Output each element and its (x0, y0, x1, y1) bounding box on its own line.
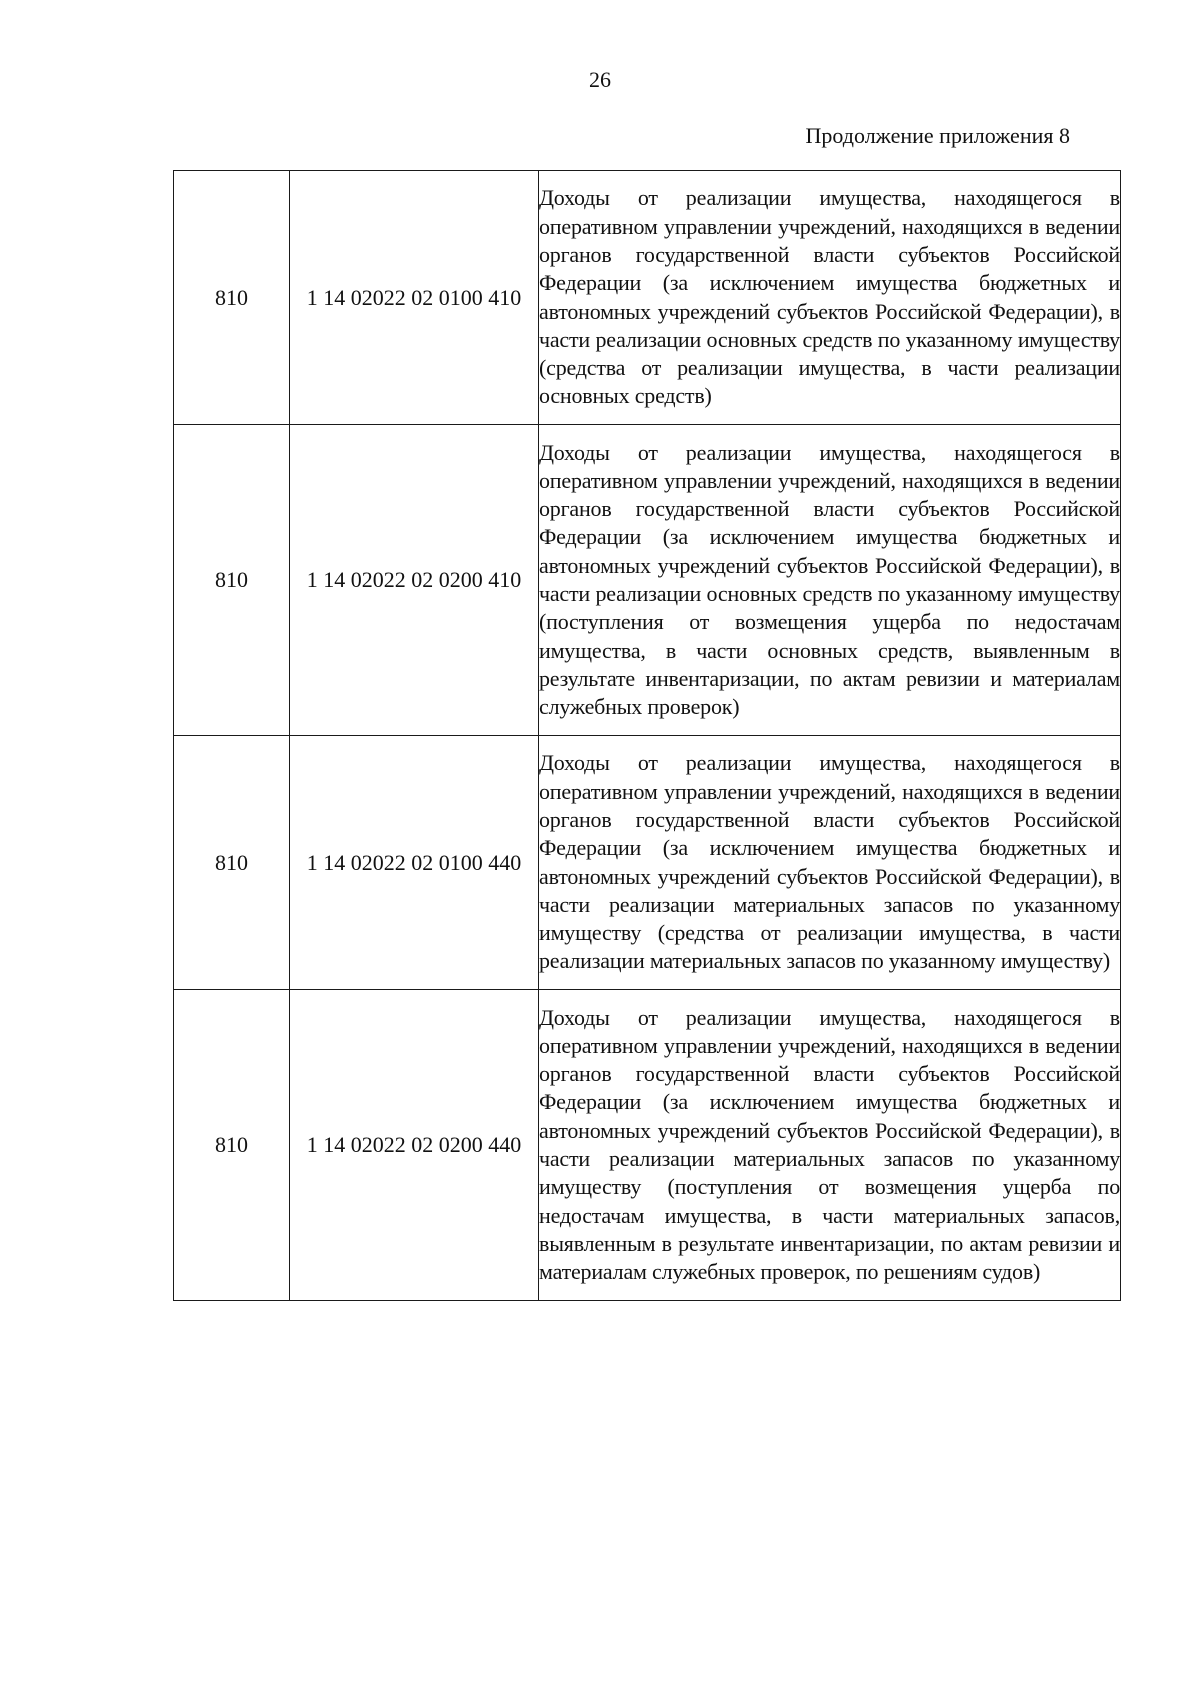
description-cell: Доходы от реализации имущества, находящегося в оперативном управлении учреждений, находящихся в ведении органов государственной власти субъектов Российской Федерации (за исключением имущества бюджетных и автономных учреждений субъектов Российской Федерации), в части реализации материальных запасов по указанному имуществу (средства от реализации имущества, в части реализации материальных запасов по указанному имуществу) (539, 736, 1121, 990)
admin-code-cell: 810 (174, 171, 290, 425)
description-cell: Доходы от реализации имущества, находящегося в оперативном управлении учреждений, находящихся в ведении органов государственной власти субъектов Российской Федерации (за исключением имущества бюджетных и автономных учреждений субъектов Российской Федерации), в части реализации основных средств по указанному имуществу (средства от реализации имущества, в части реализации основных средств) (539, 171, 1121, 425)
description-cell: Доходы от реализации имущества, находящегося в оперативном управлении учреждений, находящихся в ведении органов государственной власти субъектов Российской Федерации (за исключением имущества бюджетных и автономных учреждений субъектов Российской Федерации), в части реализации основных средств по указанному имуществу (поступления от возмещения ущерба по недостачам имущества, в части основных средств, выявленным в результате инвентаризации, по актам ревизии и материалам служебных проверок) (539, 425, 1121, 736)
table-row (174, 425, 1121, 736)
admin-code-cell: 810 (174, 990, 290, 1301)
table-row (174, 736, 1121, 990)
admin-code-cell: 810 (174, 736, 290, 990)
description-cell: Доходы от реализации имущества, находящегося в оперативном управлении учреждений, находящихся в ведении органов государственной власти субъектов Российской Федерации (за исключением имущества бюджетных и автономных учреждений субъектов Российской Федерации), в части реализации материальных запасов по указанному имуществу (поступления от возмещения ущерба по недостачам имущества, в части материальных запасов, выявленным в результате инвентаризации, по актам ревизии и материалам служебных проверок, по решениям судов) (539, 990, 1121, 1301)
page-number: 26 (589, 67, 611, 92)
admin-code-cell: 810 (174, 425, 290, 736)
kbk-code-cell: 1 14 02022 02 0200 440 (290, 990, 539, 1301)
table-row (174, 171, 1121, 425)
table-row (174, 990, 1121, 1301)
kbk-code-cell: 1 14 02022 02 0100 440 (290, 736, 539, 990)
appendix-continuation-note: Продолжение приложения 8 (805, 123, 1070, 148)
kbk-code-cell: 1 14 02022 02 0100 410 (290, 171, 539, 425)
budget-classification-table (173, 170, 1121, 1301)
kbk-code-cell: 1 14 02022 02 0200 410 (290, 425, 539, 736)
